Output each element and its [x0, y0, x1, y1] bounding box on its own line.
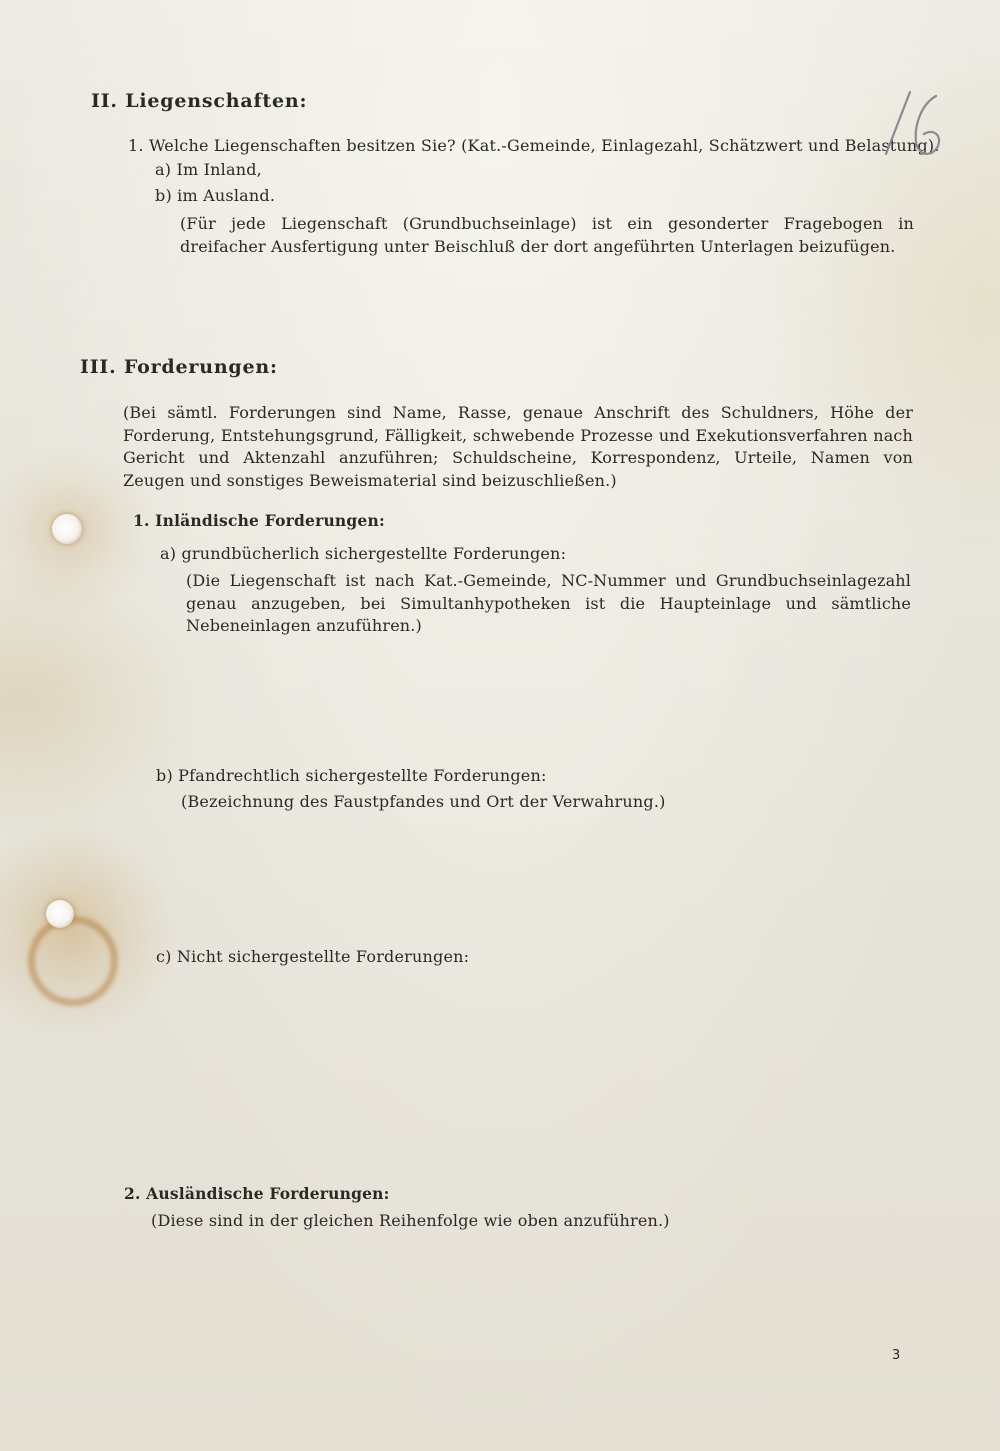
punch-hole — [46, 900, 74, 928]
section-iii-intro: (Bei sämtl. Forderungen sind Name, Rasse, genaue Anschrift des Schuldners, Höhe der Forderung, Entstehungsgrund, Fälligkeit, schwebende Prozesse und Exekutionsverfahren nach Gericht und Aktenzahl anzuführen; Schuldscheine, Korrespondenz, Urteile, Namen von Zeugen und sonstiges Beweismaterial sind beizuschließen.) — [123, 403, 913, 490]
rust-stain — [28, 916, 118, 1006]
ausland-heading: 2. Ausländische Forderungen: — [124, 1184, 390, 1203]
inland-heading: 1. Inländische Forderungen: — [133, 511, 385, 530]
inland-b-note: (Bezeichnung des Faustpfandes und Ort der Verwahrung.) — [181, 792, 666, 811]
question-1: 1. Welche Liegenschaften besitzen Sie? (Kat.-Gemeinde, Einlagezahl, Schätzwert und Belastung). — [128, 136, 940, 155]
inland-b-label: b) Pfandrechtlich sichergestellte Forderungen: — [156, 766, 547, 785]
section-iii-heading: III. Forderungen: — [80, 356, 278, 378]
ausland-note: (Diese sind in der gleichen Reihenfolge wie oben anzuführen.) — [151, 1211, 670, 1230]
inland-c-label: c) Nicht sichergestellte Forderungen: — [156, 947, 470, 966]
page-number: 3 — [892, 1348, 901, 1363]
punch-hole — [52, 514, 82, 544]
inland-a-label: a) grundbücherlich sichergestellte Forderungen: — [160, 544, 567, 563]
section-ii-note: (Für jede Liegenschaft (Grundbuchseinlage) ist ein gesonderter Fragebogen in dreifacher Ausfertigung unter Beischluß der dort angeführten Unterlagen beizufügen. — [180, 214, 914, 256]
option-b-ausland: b) im Ausland. — [155, 186, 276, 205]
option-a-inland: a) Im Inland, — [155, 160, 262, 179]
handwritten-page-mark — [872, 86, 950, 164]
inland-a-note: (Die Liegenschaft ist nach Kat.-Gemeinde, NC-Nummer und Grundbuchseinlagezahl genau anzugeben, bei Simultanhypotheken ist die Haupteinlage und sämtliche Nebeneinlagen anzuführen.) — [186, 571, 911, 635]
section-ii-heading: II. Liegenschaften: — [91, 90, 308, 112]
